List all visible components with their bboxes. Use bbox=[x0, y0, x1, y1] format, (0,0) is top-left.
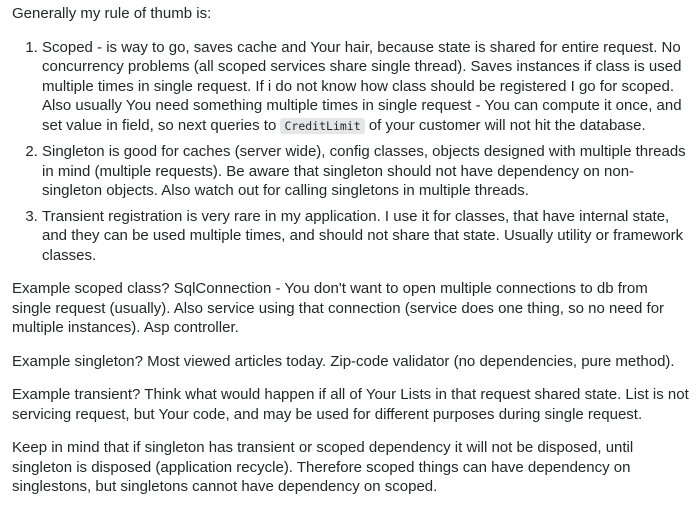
intro-paragraph: Generally my rule of thumb is: bbox=[12, 5, 212, 22]
rule-transient: 3. Transient registration is very rare in my application. I use it for classes, that have internal state, and they can be used multiple times, and should not share that state. Usually utility or framework classes. bbox=[42, 207, 691, 266]
creditlimit-code: CreditLimit bbox=[280, 118, 364, 134]
rule-scoped-text: Scoped - is way to go, saves cache and Your hair, because state is shared for entire request. No concurrency problems (all scoped services share single thread). Saves instances if class is used multiple times in single request. If i do not know how class should be registered I go for scoped. Also usually You need something multiple times in single request - You can compute it once, and set value in field, so next queries to bbox=[42, 38, 682, 134]
example-singleton-paragraph: Example singleton? Most viewed articles today. Zip-code validator (no dependencies, pure method). bbox=[12, 352, 675, 370]
example-transient-paragraph: Example transient? Think what would happen if all of Your Lists in that request shared state. List is not servicing request, but Your code, and may be used for different purposes during single request. bbox=[12, 386, 689, 423]
example-scoped-paragraph: Example scoped class? SqlConnection - You don't want to open multiple connections to db from single request (usually). Also service using that connection (service does one thing, so no need for multiple instances). Asp controller. bbox=[12, 280, 665, 336]
rule-scoped-text-end: of your customer will not hit the database. bbox=[368, 116, 646, 134]
rule-singleton: 2. Singleton is good for caches (server wide), config classes, objects designed with multiple threads in mind (multiple requests). Be aware that singleton should not have dependency on non-singleton objects. Also watch out for calling singletons in multiple threads. bbox=[42, 142, 691, 201]
closing-paragraph: Keep in mind that if singleton has transient or scoped dependency it will not be disposed, until singleton is disposed (application recycle). Therefore scoped things can have dependency on singlestons, but singletons cannot have dependency on scoped. bbox=[12, 439, 634, 495]
rules-list bbox=[12, 38, 691, 266]
rule-scoped bbox=[42, 38, 691, 137]
